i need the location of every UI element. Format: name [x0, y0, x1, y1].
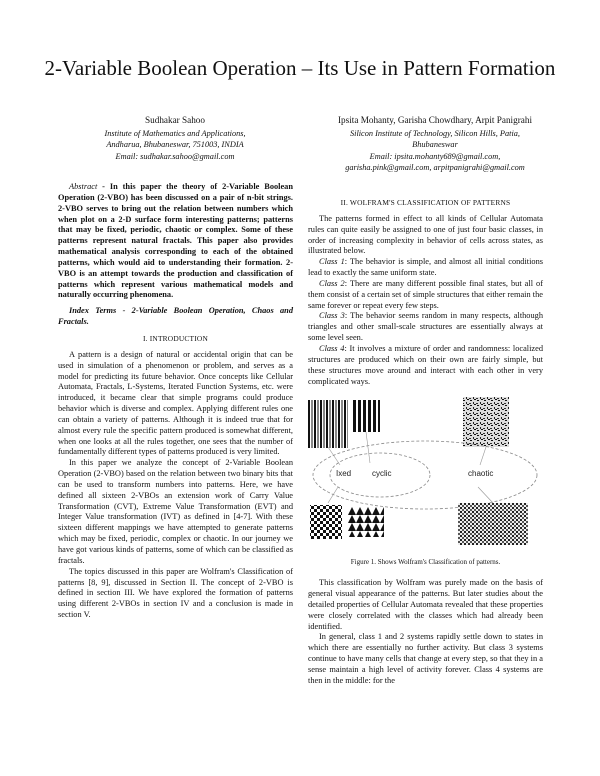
paragraph: This classification by Wolfram was purely made on the basis of general visual appearance of the patterns. But later studies about the detailed properties of Cellular Automata revealed that these properties were closely correlated with the classes which had already been identified.: [308, 578, 543, 631]
abstract-text: - In this paper the theory of 2-Variable Boolean Operation (2-VBO) has been discussed on a pair of n-bit strings. 2-VBO serves to bring out the relation between numbers which when plot on a 2-D surface form interesting patterns; patterns that may be fixed, periodic, chaotic or complex. Some of these patterns represent natural fractals. This paper also provides mathematical analysis corresponding to each of the obtained patterns, which would aid to understanding their formation. 2-VBO is an attempt towards the production and classification of patterns which represent various mathematical models and naturally occurring phenomena.: [58, 182, 293, 300]
class-label: Class 4: [319, 343, 345, 353]
author-email: Email: sudhakar.sahoo@gmail.com: [115, 151, 235, 161]
section-heading: II. WOLFRAM'S CLASSIFICATION OF PATTERNS: [340, 198, 511, 207]
paragraph: A pattern is a design of natural or accidental origin that can be used in simulation of a phenomenon or problem, and serves as a model for predicting its future behavior. Once concepts like Cellular Automata, Fractals, L-Systems, Iterated Function Systems, etc. were introduced, it became clear that simple programs could produce behavior which is diverse and complex. Applying different rules one can obtain a variety of patterns. Although it is indeed true that for almost every rule the specific pattern produced is somewhat different, when one looks at all the rules together, one sees that the number of fundamentally different types of patterns produced is very limited.: [58, 349, 293, 457]
class-description: [308, 257, 543, 279]
pattern-thumbnail: [352, 400, 380, 432]
abstract-label: Abstract: [69, 182, 98, 191]
paragraph: The topics discussed in this paper are Wolfram's Classification of patterns [8, 9], discussed in Section II. The concept of 2-VBO is defined in section III. We have explored the formation of patterns using different 2-VBOs in section IV and a conclusion is made in section V.: [58, 566, 293, 620]
paragraph: In this paper we analyze the concept of 2-Variable Boolean Operation (2-VBO) based on the relation between two binary bits that can be used to transform numbers into patterns. Here, we have defined all sixteen 2-VBOs an extension work of Carry Value Transformation (CVT), Extreme Value Transformation (EVT) and Integer Value transformation (IVT) as defined in [4-7]. With these sixteen different mappings we have attempted to generate patterns which may be fixed, periodic, complex or chaotic. In our journey we have got various kinds of patterns, some of which can be classified as fractals.: [58, 458, 293, 565]
pattern-thumbnail: [458, 503, 528, 545]
class-description: [308, 344, 543, 387]
figure-wolfram-classes: [308, 395, 543, 553]
author-email: garisha.pink@gmail.com, arpitpanigrahi@gmail.com: [345, 162, 525, 172]
pattern-thumbnail: [310, 505, 342, 539]
author-affiliation: Andharua, Bhubaneswar, 751003, INDIA: [106, 140, 244, 150]
paragraph: The patterns formed in effect to all kinds of Cellular Automata rules can quite easily be assigned to one of just four basic classes, in order of increasing complexity in behavior of cells across states, as illustrated below.: [308, 213, 543, 256]
author-block-right: [304, 115, 566, 173]
class-text: : The behavior is simple, and almost all initial conditions lead to exactly the same uniform state.: [308, 257, 544, 278]
class-text: : There are many different possible final states, but all of them consist of a certain set of simple structures that either remain the same forever or repeat every few steps.: [308, 278, 543, 310]
class-label: Class 1: [319, 257, 345, 267]
class-label: Class 2: [319, 278, 345, 288]
abstract: [58, 182, 293, 301]
class-label: Class 3: [319, 311, 345, 321]
class-text: : The behavior seems random in many respects, although triangles and other small-scale structures are essentially always at some level seen.: [308, 311, 543, 343]
index-terms: Index Terms - 2-Variable Boolean Operation, Chaos and Fractals.: [58, 306, 293, 327]
author-name: Ipsita Mohanty, Garisha Chowdhary, Arpit Panigrahi: [337, 115, 532, 125]
pattern-thumbnail: [463, 397, 509, 447]
pattern-thumbnail: [348, 507, 384, 537]
left-column: [58, 182, 293, 621]
paper-title: 2-Variable Boolean Operation – Its Use in Pattern Formation: [44, 56, 556, 80]
section-heading: I. INTRODUCTION: [143, 333, 208, 343]
figure-label-fixed: Ixed: [336, 469, 352, 479]
figure-caption: Figure 1. Shows Wolfram's Classification of patterns.: [350, 558, 501, 567]
class-description: [308, 311, 543, 344]
figure-label-chaotic: chaotic: [468, 469, 494, 479]
figure-label-cyclic: cyclic: [372, 469, 392, 479]
class-text: : It involves a mixture of order and randomness: localized structures are produced which on their own are fairly simple, but these structures move around and interact with each other in very complicated ways.: [308, 343, 543, 386]
author-affiliation: Institute of Mathematics and Applications,: [104, 129, 246, 139]
author-affiliation: Silicon Institute of Technology, Silicon Hills, Patia,: [349, 129, 520, 139]
class-description: [308, 279, 543, 312]
author-affiliation: Bhubaneswar: [412, 140, 458, 150]
right-column: [308, 198, 543, 687]
author-name: Sudhakar Sahoo: [145, 115, 205, 125]
author-block-left: [62, 115, 288, 162]
paragraph: In general, class 1 and 2 systems rapidly settle down to states in which there are essentially no further activity. But class 3 systems continue to have many cells that change at every step, so that they in a sense maintain a high level of activity forever. Class 4 systems are then in the middle: for the: [308, 632, 543, 685]
pattern-thumbnail: [308, 400, 348, 448]
author-email: Email: ipsita.mohanty689@gmail.com,: [369, 151, 501, 161]
